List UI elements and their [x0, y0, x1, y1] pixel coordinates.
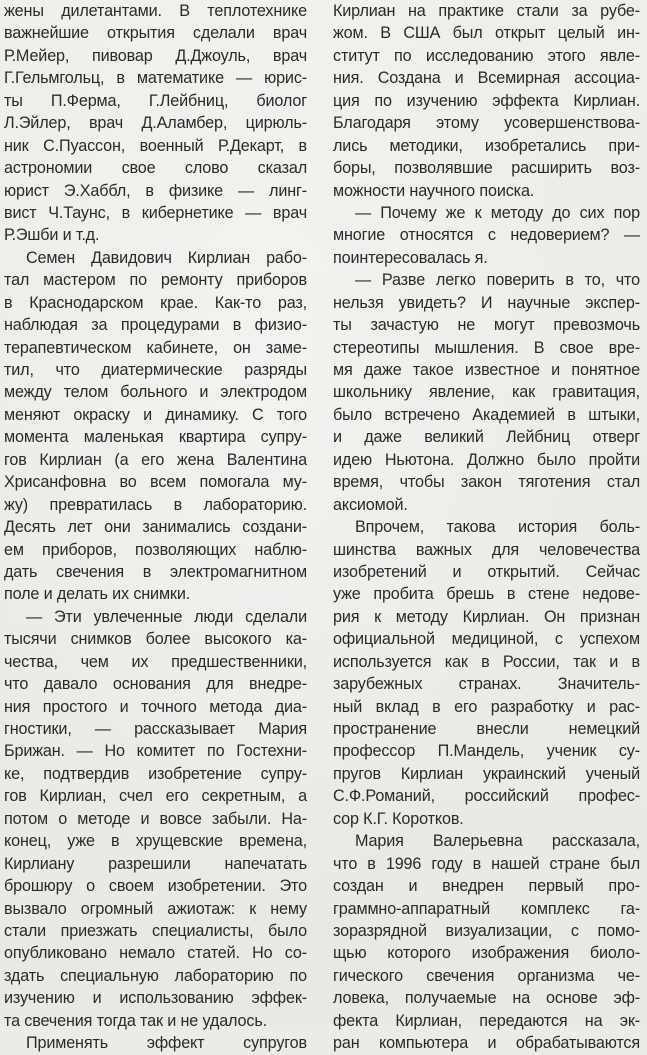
text-line: изобретений и открытий. Сейчас	[333, 562, 640, 581]
text-line: школьнику явление, как гравитация,	[333, 383, 640, 402]
text-line: жу) превратилась в лабораторию.	[4, 495, 307, 514]
text-line: создан и внедрен первый про-	[333, 877, 640, 896]
text-line: наблюдая за процедурами в физио-	[4, 316, 307, 335]
text-line: можности научного поиска.	[333, 181, 535, 200]
text-line: нельзя увидеть? И научные экспер-	[333, 293, 640, 312]
text-line: ем приборов, позволяющих наблю-	[4, 540, 307, 559]
text-line: Хрисанфовна во всем помогала му-	[4, 473, 307, 492]
text-line: тысячи снимков более высокого ка-	[4, 630, 307, 649]
text-line: поле и делать их снимки.	[4, 585, 191, 604]
text-line: ния. Создана и Всемирная ассоциа-	[333, 69, 640, 88]
text-line: ты П.Ферма, Г.Лейбниц, биолог	[4, 91, 307, 110]
text-line: ния простого и точного метода диа-	[4, 697, 307, 716]
text-line: Впрочем, такова история боль-	[355, 518, 640, 537]
text-line: гов Кирлиан (а его жена Валентина	[4, 450, 307, 469]
text-line: — Эти увлеченные люди сделали	[26, 607, 307, 626]
text-line: граммно-аппаратный комплекс га-	[333, 899, 640, 918]
text-line: жены дилетантами. В теплотехнике	[4, 2, 307, 20]
text-line: ник С.Пуассон, военный Р.Декарт, в	[4, 136, 307, 155]
text-line: что в 1996 году в нашей стране был	[333, 854, 640, 873]
text-line: Благодаря этому усовершенствова-	[333, 114, 640, 133]
text-line: Семен Давидович Кирлиан рабо-	[26, 248, 307, 267]
text-line: тал мастером по ремонту приборов	[4, 271, 307, 290]
text-line: сор К.Г. Коротков.	[333, 809, 464, 828]
left-column	[4, 0, 307, 1055]
text-line: что давало основания для внедре-	[4, 675, 307, 694]
text-line: Р.Мейер, пивовар Д.Джоуль, врач	[4, 46, 307, 65]
text-line: та свечения тогда так и не удалось.	[4, 1011, 267, 1030]
text-line: рия к методу Кирлиан. Он признан	[333, 607, 640, 626]
text-line: чества, чем их предшественники,	[4, 652, 307, 671]
text-line: время, чтобы закон тяготения стал	[333, 473, 640, 492]
text-line: Брижан. — Но комитет по Гостехни-	[4, 742, 307, 761]
text-line: Л.Эйлер, врач Д.Аламбер, цирюль-	[4, 114, 307, 133]
text-line: — Почему же к методу до сих пор	[355, 203, 640, 222]
text-line: пругов Кирлиан украинский ученый	[333, 764, 640, 783]
text-line: стали приезжать специалисты, было	[4, 921, 307, 940]
text-line: меняют окраску и динамику. С того	[4, 405, 307, 424]
text-line: ран компьютера и обрабатываются	[333, 1034, 640, 1053]
text-line: важнейшие открытия сделали врач	[4, 24, 307, 43]
right-column	[333, 0, 640, 1055]
text-line: ный вклад в его разработку и рас-	[333, 697, 640, 716]
text-line: Мария Валерьевна рассказала,	[355, 832, 640, 851]
text-line: потом о методе и вовсе забыли. На-	[4, 809, 307, 828]
text-line: конец, уже в хрущевские времена,	[4, 832, 307, 851]
text-line: ке, подтвердив изобретение супру-	[4, 764, 307, 783]
text-line: и даже великий Лейбниц отверг	[333, 428, 640, 447]
text-line: лись методики, изобретались при-	[333, 136, 640, 155]
text-line: юрист Э.Хаббл, в физике — линг-	[4, 181, 307, 200]
text-line: Р.Эшби и т.д.	[4, 226, 100, 245]
text-line: зарубежных странах. Значитель-	[333, 675, 640, 694]
text-line: ститут по исследованию этого явле-	[333, 46, 640, 65]
text-line: зоразрядной визуализации, с помо-	[333, 921, 640, 940]
text-line: ловека, получаемые на основе эф-	[333, 989, 640, 1008]
text-line: профессор П.Мандель, ученик су-	[333, 742, 640, 761]
text-line: уже пробита брешь в стене недове-	[333, 585, 640, 604]
text-line: шинства важных для человечества	[333, 540, 640, 559]
text-line: терапевтическом кабинете, он заме-	[4, 338, 307, 357]
text-line: брошюру о своем изобретении. Это	[4, 877, 307, 896]
text-line: мя даже такое известное и понятное	[333, 361, 640, 379]
text-line: вызвало огромный ажиотаж: к нему	[4, 899, 307, 918]
text-line: ты зачастую не могут превозмочь	[333, 316, 640, 335]
text-line: дать свечения в электромагнитном	[4, 562, 307, 581]
text-line: жом. В США был открыт целый ин-	[333, 24, 640, 43]
text-line: гов Кирлиан, счел его секретным, а	[4, 787, 307, 806]
text-line: используется как в России, так и в	[333, 652, 640, 671]
text-line: фекта Кирлиан, передаются на эк-	[333, 1011, 640, 1030]
text-line: Применять эффект супругов	[26, 1034, 307, 1053]
text-line: Кирлиану разрешили напечатать	[4, 854, 307, 873]
text-line: ция по изучению эффекта Кирлиан.	[333, 91, 640, 110]
text-line: стереотипы мышления. В свое вре-	[333, 338, 640, 357]
text-line: астрономии свое слово сказал	[4, 159, 307, 178]
text-line: многие относятся с недоверием? —	[333, 226, 640, 245]
text-line: изучению и использованию эффек-	[4, 989, 307, 1008]
text-line: Кирлиан на практике стали за рубе-	[333, 2, 640, 20]
text-line: — Разве легко поверить в то, что	[355, 271, 640, 290]
text-line: в Краснодарском крае. Как-то раз,	[4, 293, 307, 312]
text-line: идею Ньютона. Должно было пройти	[333, 450, 640, 469]
text-line: между телом больного и электродом	[4, 383, 307, 402]
text-line: щью которого изображения биоло-	[333, 944, 640, 963]
text-line: аксиомой.	[333, 495, 408, 514]
text-line: Десять лет они занимались создани-	[4, 518, 307, 537]
text-line: Г.Гельмгольц, в математике — юрис-	[4, 69, 307, 88]
text-line: гического свечения организма че-	[333, 966, 640, 985]
text-line: опубликовано немало статей. Но со-	[4, 944, 307, 963]
text-line: тил, что диатермические разряды	[4, 361, 307, 379]
text-line: С.Ф.Романий, российский профес-	[333, 787, 640, 806]
text-line: момента маленькая квартира супру-	[4, 428, 307, 447]
text-line: гностики, — рассказывает Мария	[4, 720, 307, 738]
text-line: было встречено Академией в штыки,	[333, 405, 640, 424]
text-line: здать специальную лабораторию по	[4, 966, 307, 985]
text-line: поинтересовалась я.	[333, 248, 488, 267]
text-line: вист Ч.Таунс, в кибернетике — врач	[4, 203, 307, 222]
text-line: официальной медициной, с успехом	[333, 630, 640, 649]
text-line: боры, позволявшие расширить воз-	[333, 159, 640, 178]
text-line: пространение внесли немецкий	[333, 720, 640, 738]
